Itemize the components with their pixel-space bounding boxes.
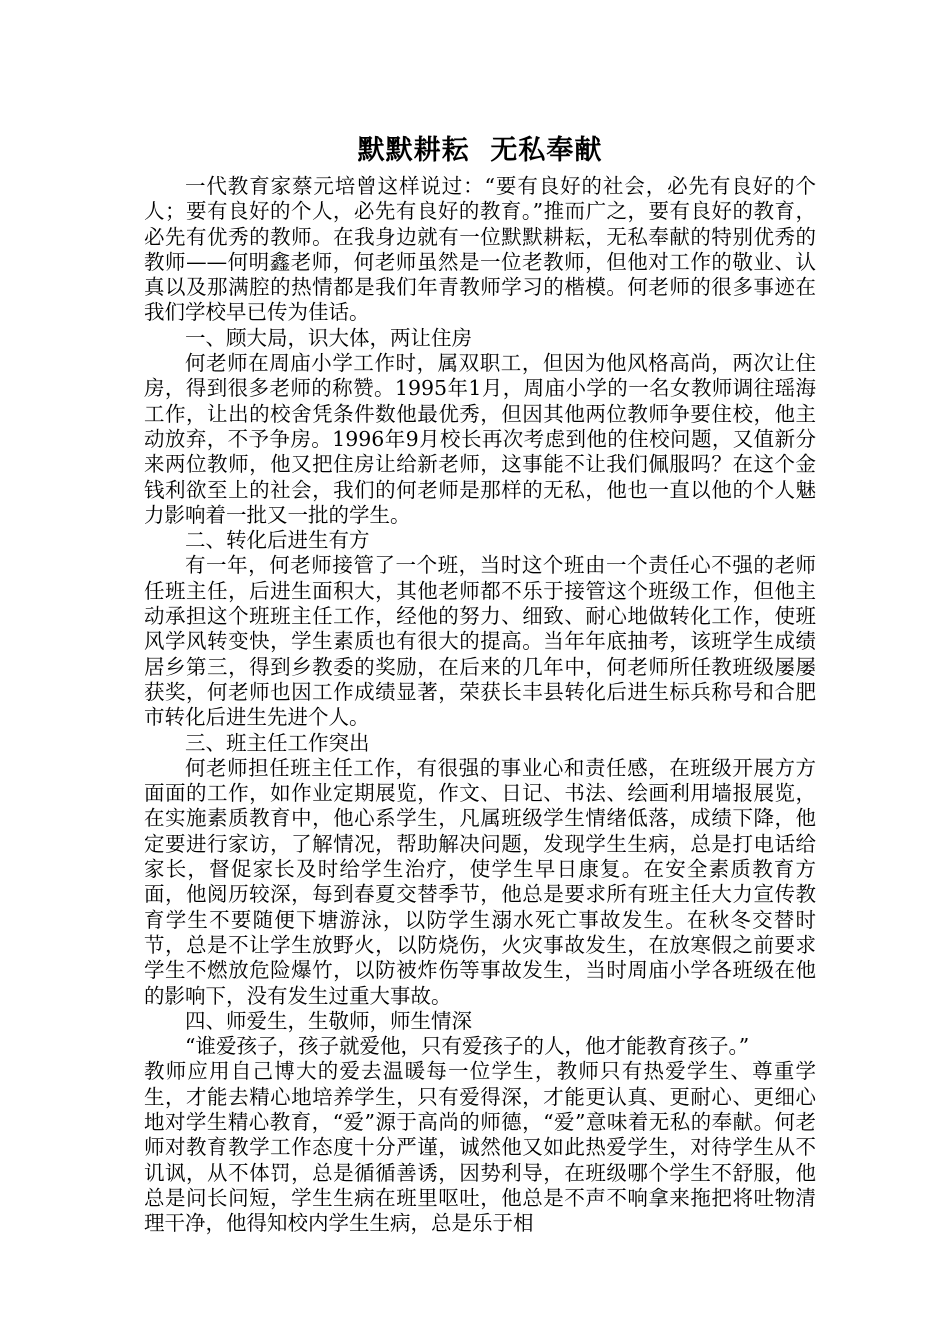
section-heading-2: 二、转化后进生有方 [185, 528, 370, 553]
paragraph-section-1: 何老师在周庙小学工作时，属双职工，但因为他风格高尚，两次让住房，得到很多老师的称赞。1995年1月，周庙小学的一名女教师调往瑶海工作，让出的校舍凭条件数他最优秀，但因其他两位教师争要住校，他主动放弃，不予争房。1996年9月校长再次考虑到他的住校问题，又值新分来两位教师，他又把住房让给新老师，这事能不让我们佩服吗？在这个金钱利欲至上的社会，我们的何老师是那样的无私，他也一直以他的个人魅力影响着一批又一批的学生。 [144, 351, 816, 527]
paragraph-intro: 一代教育家蔡元培曾这样说过：“要有良好的社会，必先有良好的个人；要有良好的个人，必先有良好的教育。”推而广之，要有良好的教育，必先有优秀的教师。在我身边就有一位默默耕耘，无私奉献的特别优秀的教师——何明鑫老师，何老师虽然是一位老教师，但他对工作的敬业、认真以及那满腔的热情都是我们年青教师学习的楷模。何老师的很多事迹在我们学校早已传为佳话。 [144, 174, 816, 325]
paragraph-section-4: 教师应用自己博大的爱去温暖每一位学生，教师只有热爱学生、尊重学生，才能去精心地培养学生，只有爱得深，才能更认真、更耐心、更细心地对学生精心教育，“爱”源于高尚的师德，“爱”意味着无私的奉献。何老师对教育教学工作态度十分严谨，诚然他又如此热爱学生，对待学生从不讥讽，从不体罚，总是循循善诱，因势利导，在班级哪个学生不舒服，他总是问长问短，学生生病在班里呕吐，他总是不声不响拿来拖把将吐物清理干净，他得知校内学生生病，总是乐于相 [144, 1059, 816, 1236]
section-heading-1: 一、顾大局，识大体，两让住房 [185, 325, 472, 350]
paragraph-section-2: 有一年，何老师接管了一个班，当时这个班由一个责任心不强的老师任班主任，后进生面积大，其他老师都不乐于接管这个班级工作，但他主动承担这个班班主任工作，经他的努力、细致、耐心地做转化工作，使班风学风转变快，学生素质也有很大的提高。当年年底抽考，该班学生成绩居乡第三，得到乡教委的奖励，在后来的几年中，何老师所任教班级屡屡获奖，何老师也因工作成绩显著，荣获长丰县转化后进生标兵称号和合肥市转化后进生先进个人。 [144, 553, 816, 730]
section-heading-3: 三、班主任工作突出 [185, 730, 370, 755]
section-heading-4: 四、师爱生，生敬师，师生情深 [185, 1008, 472, 1033]
document-title: 默默耕耘 无私奉献 [357, 135, 603, 166]
quote-paragraph: “谁爱孩子，孩子就爱他，只有爱孩子的人，他才能教育孩子。” [185, 1034, 750, 1059]
paragraph-section-3: 何老师担任班主任工作，有很强的事业心和责任感，在班级开展方方面面的工作，如作业定期展览，作文、日记、书法、绘画利用墙报展览，在实施素质教育中，他心系学生，凡属班级学生情绪低落，成绩下降，他定要进行家访，了解情况，帮助解决问题，发现学生生病，总是打电话给家长，督促家长及时给学生治疗，使学生早日康复。在安全素质教育方面，他阅历较深，每到春夏交替季节，他总是要求所有班主任大力宣传教育学生不要随便下塘游泳，以防学生溺水死亡事故发生。在秋冬交替时节，总是不让学生放野火，以防烧伤，火灾事故发生，在放寒假之前要求学生不燃放危险爆竹，以防被炸伤等事故发生，当时周庙小学各班级在他的影响下，没有发生过重大事故。 [144, 755, 816, 1008]
document-page [144, 128, 816, 1236]
